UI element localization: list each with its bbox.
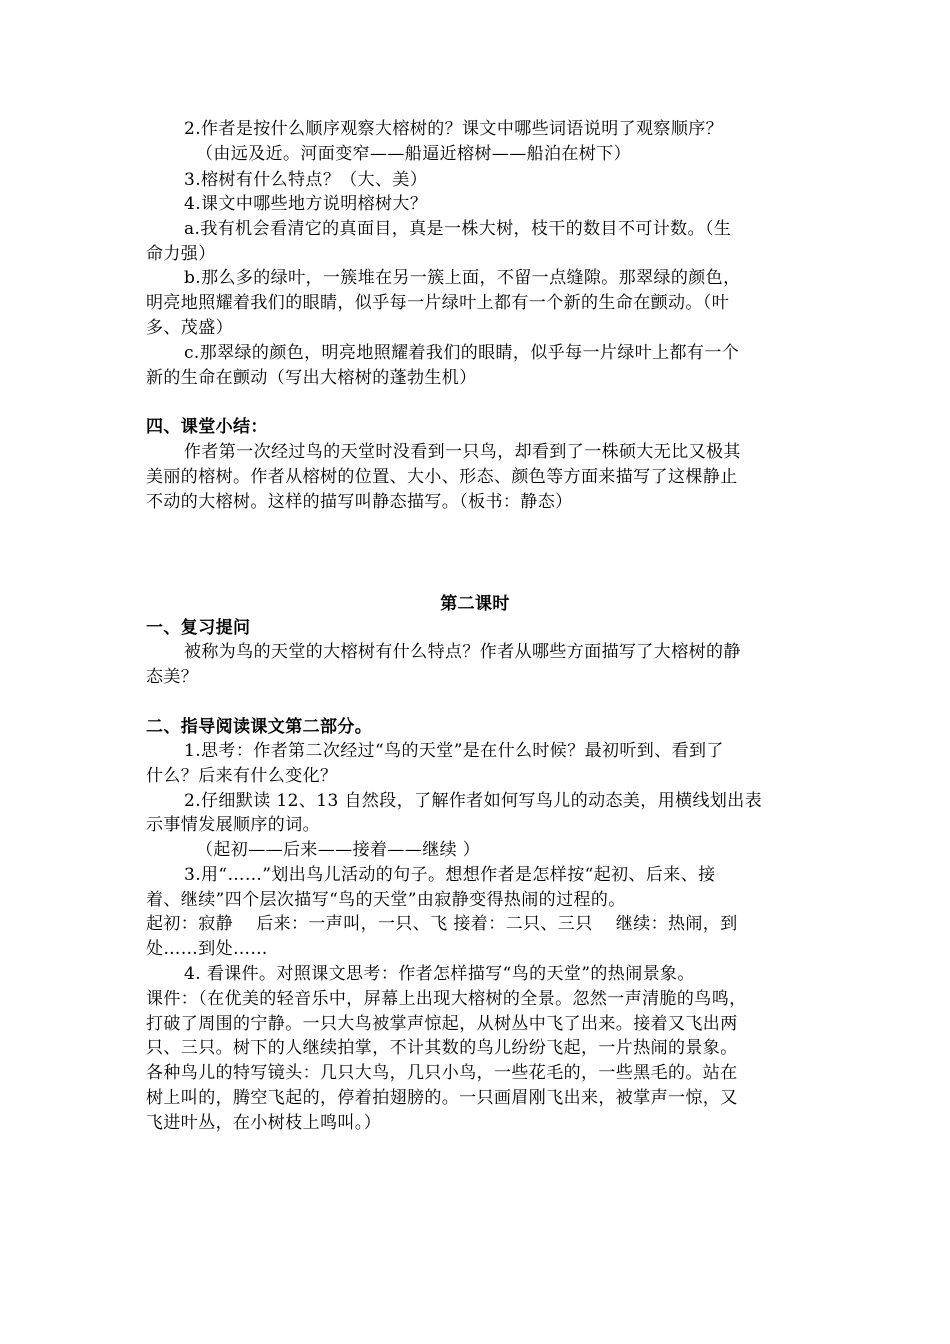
task-2-answer: （起初——后来——接着——继续 ）	[196, 840, 481, 860]
point-b-line-1: b.那么多的绿叶，一簇堆在另一簇上面，不留一点缝隙。那翠绿的颜色，	[184, 268, 741, 288]
courseware-line-2: 打破了周围的宁静。一只大鸟被掌声惊起，从树丛中飞了出来。接着又飞出两	[146, 1014, 738, 1034]
lesson-two-title: 第二课时	[440, 594, 510, 614]
task-2-line-1: 2.仔细默读 12、13 自然段，了解作者如何写鸟儿的动态美，用横线划出表	[184, 791, 763, 811]
sequence-line-1: 起初：寂静 后来：一声叫，一只、飞 接着：二只、三只 继续：热闹，到	[146, 914, 738, 934]
question-3: 3.榕树有什么特点？（大、美）	[184, 170, 428, 190]
courseware-line-4: 各种鸟儿的特写镜头：几只大鸟，几只小鸟，一些花毛的，一些黑毛的。站在	[146, 1063, 738, 1083]
section-review-heading: 一、复习提问	[146, 618, 251, 638]
sequence-line-2: 处……到处……	[146, 939, 268, 959]
section-reading-heading: 二、指导阅读课文第二部分。	[146, 717, 373, 737]
task-1-line-1: 1.思考：作者第二次经过“鸟的天堂”是在什么时候？最初听到、看到了	[184, 741, 724, 761]
review-line-2: 态美？	[146, 667, 199, 687]
task-3-line-1: 3.用“……”划出鸟儿活动的句子。想想作者是怎样按“起初、后来、接	[184, 865, 716, 885]
point-c-line-1: c.那翠绿的颜色，明亮地照耀着我们的眼睛，似乎每一片绿叶上都有一个	[184, 343, 740, 363]
courseware-line-5: 树上叫的，腾空飞起的，停着拍翅膀的。一只画眉刚飞出来，被掌声一惊，又	[146, 1088, 738, 1108]
task-4: 4. 看课件。对照课文思考：作者怎样描写“鸟的天堂”的热闹景象。	[184, 964, 695, 984]
summary-line-2: 美丽的榕树。作者从榕树的位置、大小、形态、颜色等方面来描写了这棵静止	[146, 467, 738, 487]
point-b-line-3: 多、茂盛）	[146, 318, 233, 338]
courseware-line-1: 课件：（在优美的轻音乐中，屏幕上出现大榕树的全景。忽然一声清脆的鸟鸣，	[146, 989, 747, 1009]
review-line-1: 被称为鸟的天堂的大榕树有什么特点？作者从哪些方面描写了大榕树的静	[184, 642, 741, 662]
task-3-line-2: 着、继续”四个层次描写“鸟的天堂”由寂静变得热闹的过程的。	[146, 890, 626, 910]
answer-2: （由远及近。河面变窄——船逼近榕树——船泊在树下）	[196, 144, 631, 164]
summary-line-3: 不动的大榕树。这样的描写叫静态描写。（板书：静态）	[146, 492, 573, 512]
question-2: 2.作者是按什么顺序观察大榕树的？课文中哪些词语说明了观察顺序？	[184, 119, 724, 139]
point-a-line-1: a.我有机会看清它的真面目，真是一株大树，枝干的数目不可计数。（生	[184, 219, 732, 239]
courseware-line-6: 飞进叶丛，在小树枝上鸣叫。）	[146, 1113, 382, 1133]
task-1-line-2: 什么？后来有什么变化？	[146, 766, 338, 786]
question-4: 4.课文中哪些地方说明榕树大？	[184, 194, 428, 214]
summary-line-1: 作者第一次经过鸟的天堂时没看到一只鸟，却看到了一株硕大无比又极其	[184, 442, 741, 462]
point-a-line-2: 命力强）	[146, 244, 216, 264]
section-summary-heading: 四、课堂小结：	[146, 417, 268, 437]
point-b-line-2: 明亮地照耀着我们的眼睛，似乎每一片绿叶上都有一个新的生命在颤动。（叶	[146, 293, 730, 313]
point-c-line-2: 新的生命在颤动（写出大榕树的蓬勃生机）	[146, 368, 477, 388]
courseware-line-3: 只、三只。树下的人继续拍掌，不计其数的鸟儿纷纷飞起，一片热闹的景象。	[146, 1038, 738, 1058]
task-2-line-2: 示事情发展顺序的词。	[146, 815, 320, 835]
